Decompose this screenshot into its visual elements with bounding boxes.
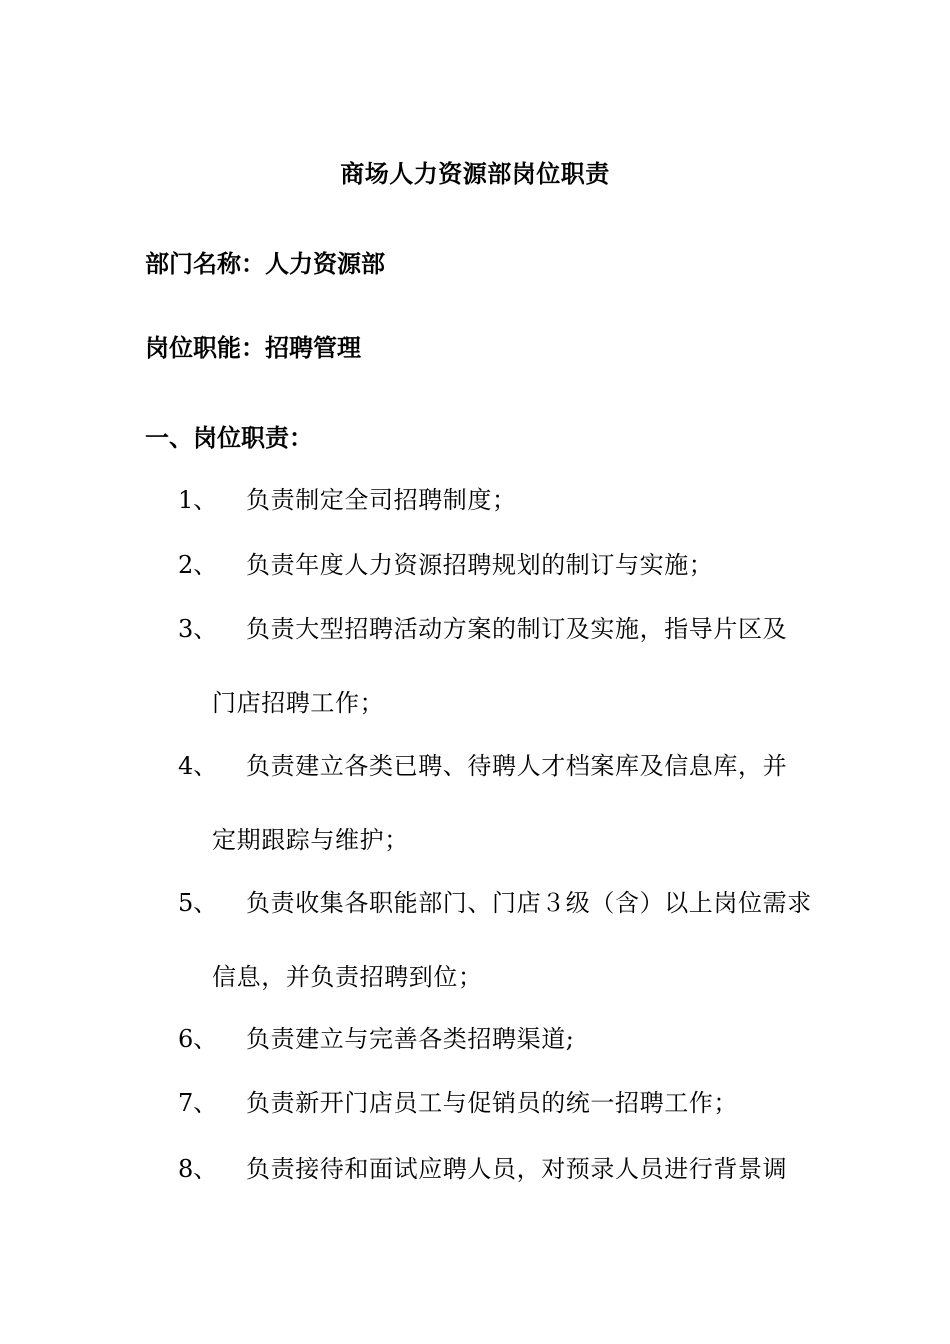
department-name: 部门名称：人力资源部 xyxy=(145,249,385,278)
list-item-continuation: 信息，并负责招聘到位； xyxy=(212,963,483,991)
list-item-text: 负责建立各类已聘、待聘人才档案库及信息库，并 xyxy=(246,752,788,780)
list-item-number: 1、 xyxy=(178,486,218,514)
list-item-number: 2、 xyxy=(178,551,218,579)
list-item-text: 负责接待和面试应聘人员，对预录人员进行背景调 xyxy=(246,1155,788,1183)
list-item-text: 负责收集各职能部门、门店３级（含）以上岗位需求 xyxy=(246,889,812,917)
section-heading: 一、岗位职责： xyxy=(145,423,313,452)
list-item-number: 3、 xyxy=(178,615,218,643)
document-title: 商场人力资源部岗位职责 xyxy=(340,159,610,188)
list-item-text: 负责制定全司招聘制度； xyxy=(246,486,517,514)
list-item-text: 负责建立与完善各类招聘渠道; xyxy=(246,1025,575,1053)
list-item-text: 负责新开门店员工与促销员的统一招聘工作； xyxy=(246,1089,738,1117)
list-item-text: 负责大型招聘活动方案的制订及实施，指导片区及 xyxy=(246,615,788,643)
list-item-text: 负责年度人力资源招聘规划的制订与实施； xyxy=(246,551,714,579)
list-item-continuation: 门店招聘工作； xyxy=(212,689,385,717)
list-item-number: 7、 xyxy=(178,1089,218,1117)
list-item-continuation: 定期跟踪与维护； xyxy=(212,826,409,854)
list-item-number: 8、 xyxy=(178,1155,218,1183)
list-item-number: 4、 xyxy=(178,752,218,780)
list-item-number: 5、 xyxy=(178,889,218,917)
job-function: 岗位职能：招聘管理 xyxy=(145,333,361,362)
list-item-number: 6、 xyxy=(178,1025,218,1053)
